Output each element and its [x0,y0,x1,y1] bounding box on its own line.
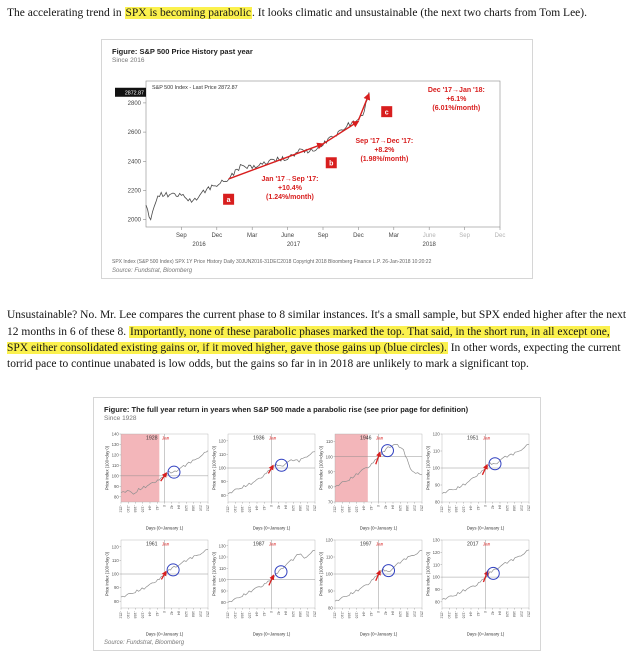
svg-text:252: 252 [205,610,210,617]
commentary-paragraph [7,307,627,372]
svg-text:252: 252 [312,610,317,617]
svg-text:80: 80 [328,605,333,611]
svg-text:100: 100 [325,453,333,459]
svg-text:June: June [422,233,436,240]
svg-text:80: 80 [114,494,119,500]
svg-text:-252: -252 [439,504,444,513]
svg-text:-168: -168 [240,504,245,513]
svg-text:90: 90 [328,469,333,475]
svg-text:110: 110 [111,557,119,563]
svg-text:126: 126 [183,504,188,511]
svg-text:80: 80 [114,598,119,604]
svg-text:210: 210 [305,610,310,617]
svg-text:2872.87: 2872.87 [124,90,144,97]
svg-text:110: 110 [325,438,333,444]
svg-text:Dec: Dec [494,233,506,240]
svg-text:90: 90 [114,584,119,590]
svg-text:126: 126 [183,610,188,617]
svg-text:42: 42 [276,504,281,509]
commentary-text-post: In other words, expecting the current torrid pace to continue unabated is low odds, but the gains so far in in 2018 are unlikely to mark a significant top. [7,341,621,371]
svg-text:100: 100 [325,571,333,577]
svg-text:126: 126 [397,504,402,511]
svg-text:252: 252 [526,610,531,617]
svg-text:-84: -84 [468,610,473,616]
svg-text:120: 120 [432,549,440,555]
svg-text:+8.2%: +8.2% [374,147,395,155]
svg-text:-84: -84 [147,504,152,510]
svg-text:90: 90 [114,483,119,489]
svg-text:252: 252 [419,504,424,511]
svg-text:Jan '17→Sep '17:: Jan '17→Sep '17: [261,176,319,184]
svg-text:0: 0 [269,610,274,613]
svg-text:(1.24%/month): (1.24%/month) [266,194,314,202]
figure2-title: Figure: The full year return in years when S&P 500 made a parabolic rise (see prior page for definition) [104,404,469,414]
svg-text:Jan: Jan [161,541,170,547]
svg-text:Jan: Jan [375,435,384,441]
svg-text:-210: -210 [125,610,130,619]
figure1-subtitle: Since 2016 [112,57,145,65]
svg-text:80: 80 [221,492,226,498]
svg-text:-168: -168 [347,610,352,619]
svg-text:120: 120 [325,537,333,543]
svg-text:2000: 2000 [127,218,141,225]
svg-text:-126: -126 [247,610,252,619]
figure2-subtitle: Since 1928 [104,414,137,422]
svg-text:210: 210 [198,504,203,511]
parabolic-panels-canvas [104,425,532,637]
highlighted-text: SPX is becoming parabolic [125,7,252,19]
svg-text:130: 130 [432,537,440,543]
svg-text:-210: -210 [446,504,451,513]
svg-text:120: 120 [111,452,119,458]
svg-text:168: 168 [298,504,303,511]
svg-text:2800: 2800 [127,101,141,108]
svg-text:-168: -168 [454,504,459,513]
svg-text:126: 126 [504,610,509,617]
svg-text:126: 126 [397,610,402,617]
figure1-title: Figure: S&P 500 Price History past year [112,47,253,57]
svg-text:-168: -168 [133,504,138,513]
svg-text:-168: -168 [347,504,352,513]
svg-text:84: 84 [176,504,181,509]
svg-text:1936: 1936 [252,435,265,442]
svg-text:-210: -210 [125,504,130,513]
svg-text:-84: -84 [361,504,366,510]
svg-text:Jan: Jan [375,541,384,547]
svg-text:100: 100 [218,576,226,582]
svg-text:168: 168 [405,504,410,511]
svg-text:210: 210 [519,610,524,617]
svg-text:0: 0 [376,610,381,613]
svg-text:90: 90 [221,478,226,484]
svg-text:42: 42 [276,610,281,615]
svg-text:Price index (100=day 0): Price index (100=day 0) [211,551,217,596]
svg-text:-42: -42 [368,504,373,510]
svg-text:0: 0 [483,504,488,507]
svg-text:-42: -42 [154,610,159,616]
svg-text:-84: -84 [147,610,152,616]
svg-text:Jan: Jan [268,435,277,441]
svg-text:-84: -84 [254,610,259,616]
figure2-source: Source: Fundstrat, Bloomberg [104,639,185,646]
svg-text:-126: -126 [140,504,145,513]
svg-text:Mar: Mar [388,233,399,240]
svg-text:80: 80 [435,599,440,605]
svg-text:Sep: Sep [459,233,470,240]
svg-text:-42: -42 [368,610,373,616]
svg-text:c: c [384,109,389,117]
highlighted-text: Importantly, none of these parabolic phases marked the top. That said, in the short run, in all except one, SPX either consolidated existing gains or, if it moved higher, gave those gains up (blue circles). [7,325,610,354]
svg-text:-126: -126 [247,504,252,513]
svg-text:100: 100 [432,574,440,580]
svg-text:252: 252 [419,610,424,617]
svg-text:b: b [329,160,334,168]
svg-text:2200: 2200 [127,188,141,195]
svg-text:-42: -42 [475,610,480,616]
svg-text:-168: -168 [133,610,138,619]
svg-text:84: 84 [283,610,288,615]
svg-text:168: 168 [191,610,196,617]
svg-text:110: 110 [111,462,119,468]
bloomberg-footer: SPX Index (S&P 500 Index) SPX 1Y Price History Daily 30JUN2016-31DEC2018 Copyright 2018 Bloomberg Finance L.P. 26-Jan-2018 10:20:22 [112,259,432,266]
svg-text:-84: -84 [254,504,259,510]
svg-text:Sep: Sep [176,233,187,240]
svg-text:-126: -126 [354,610,359,619]
svg-text:-168: -168 [240,610,245,619]
svg-text:80: 80 [328,484,333,490]
svg-text:-210: -210 [339,610,344,619]
svg-text:a: a [226,197,231,205]
svg-text:130: 130 [111,441,119,447]
svg-text:70: 70 [328,499,333,505]
svg-text:80: 80 [221,599,226,605]
svg-text:168: 168 [512,504,517,511]
svg-text:Jan: Jan [268,541,277,547]
intro-text-post: . It looks climatic and unsustainable (the next two charts from Tom Lee). [252,7,587,19]
svg-text:Dec '17→Jan '18:: Dec '17→Jan '18: [427,87,485,95]
svg-text:210: 210 [412,504,417,511]
svg-text:Price index (100=day 0): Price index (100=day 0) [425,445,431,490]
svg-text:-168: -168 [454,610,459,619]
svg-text:-210: -210 [446,610,451,619]
svg-text:-252: -252 [118,504,123,513]
svg-text:126: 126 [290,610,295,617]
svg-text:110: 110 [325,554,333,560]
svg-text:210: 210 [412,610,417,617]
svg-text:168: 168 [298,610,303,617]
svg-text:-252: -252 [225,504,230,513]
svg-text:0: 0 [483,610,488,613]
svg-text:90: 90 [435,586,440,592]
spx-price-chart-canvas [112,67,512,257]
svg-text:Days (0=January 1): Days (0=January 1) [466,525,505,531]
svg-text:-252: -252 [439,610,444,619]
svg-text:84: 84 [390,610,395,615]
svg-text:Dec: Dec [353,233,364,240]
svg-text:42: 42 [490,610,495,615]
svg-text:0: 0 [162,504,167,507]
svg-text:(1.98%/month): (1.98%/month) [360,156,409,164]
svg-text:80: 80 [435,499,440,505]
svg-text:120: 120 [218,554,226,560]
svg-text:Days (0=January 1): Days (0=January 1) [252,631,291,637]
parabolic-years-figure[interactable] [93,397,541,651]
svg-text:1928: 1928 [145,435,158,442]
svg-text:100: 100 [432,465,440,471]
svg-text:110: 110 [432,561,440,567]
svg-text:168: 168 [191,504,196,511]
svg-text:S&P 500 Index - Last Price 28: S&P 500 Index - Last Price 2872.87 [152,85,238,92]
svg-text:42: 42 [383,504,388,509]
svg-text:-210: -210 [232,504,237,513]
figure1-source: Source: Fundstrat, Bloomberg [112,268,193,275]
svg-text:2400: 2400 [127,159,141,166]
svg-text:1946: 1946 [359,435,372,442]
svg-text:Days (0=January 1): Days (0=January 1) [359,631,398,637]
svg-text:168: 168 [512,610,517,617]
commentary-text-pre: Unsustainable? No. Mr. Lee compares the current phase to 8 similar instances. It's a small sample, but SPX ended higher after the next 12 months in 6 of these 8. [7,309,627,338]
svg-text:140: 140 [111,431,119,437]
svg-text:252: 252 [312,504,317,511]
svg-text:210: 210 [305,504,310,511]
spx-price-history-figure[interactable] [101,39,533,279]
svg-text:Price index (100=day 0): Price index (100=day 0) [318,551,324,596]
svg-text:100: 100 [218,465,226,471]
svg-text:-42: -42 [154,504,159,510]
svg-text:90: 90 [328,588,333,594]
svg-text:-126: -126 [461,504,466,513]
svg-text:90: 90 [435,482,440,488]
svg-text:0: 0 [376,504,381,507]
svg-text:0: 0 [162,610,167,613]
svg-text:100: 100 [111,571,119,577]
svg-text:126: 126 [504,504,509,511]
svg-text:42: 42 [383,610,388,615]
svg-text:Jan: Jan [482,435,491,441]
svg-text:-252: -252 [332,504,337,513]
svg-text:(6.01%/month): (6.01%/month) [432,105,481,113]
svg-text:90: 90 [221,588,226,594]
svg-text:2018: 2018 [422,242,436,249]
svg-text:2017: 2017 [286,242,301,249]
svg-text:1961: 1961 [145,541,158,548]
svg-text:-252: -252 [118,610,123,619]
svg-text:110: 110 [432,448,440,454]
svg-text:+6.1%: +6.1% [446,96,467,104]
svg-text:210: 210 [519,504,524,511]
svg-text:-84: -84 [361,610,366,616]
svg-text:Days (0=January 1): Days (0=January 1) [359,525,398,531]
svg-text:+10.4%: +10.4% [277,185,302,193]
svg-text:-210: -210 [339,504,344,513]
svg-text:2600: 2600 [127,130,141,137]
svg-text:Price index (100=day 0): Price index (100=day 0) [425,551,431,596]
svg-text:84: 84 [176,610,181,615]
svg-text:Price index (100=day 0): Price index (100=day 0) [318,445,324,490]
svg-text:-126: -126 [354,504,359,513]
svg-text:100: 100 [111,473,119,479]
svg-text:Days (0=January 1): Days (0=January 1) [252,525,291,531]
svg-text:1987: 1987 [252,541,265,548]
svg-text:130: 130 [218,542,226,548]
svg-text:Days (0=January 1): Days (0=January 1) [145,525,184,531]
svg-text:-42: -42 [261,610,266,616]
svg-text:42: 42 [169,504,174,509]
svg-text:Jan: Jan [161,435,170,441]
svg-text:168: 168 [405,610,410,617]
svg-text:110: 110 [218,565,226,571]
svg-text:Price index (100=day 0): Price index (100=day 0) [211,445,217,490]
svg-text:June: June [281,233,295,240]
svg-text:84: 84 [497,504,502,509]
svg-text:2017: 2017 [466,541,479,548]
svg-text:Price index (100=day 0): Price index (100=day 0) [104,445,110,490]
svg-text:252: 252 [526,504,531,511]
svg-text:42: 42 [169,610,174,615]
svg-text:84: 84 [497,610,502,615]
svg-text:Days (0=January 1): Days (0=January 1) [145,631,184,637]
svg-text:Sep '17→Dec '17:: Sep '17→Dec '17: [355,138,414,146]
svg-text:84: 84 [390,504,395,509]
svg-text:Mar: Mar [247,233,258,240]
svg-text:-126: -126 [140,610,145,619]
intro-paragraph [7,5,627,21]
svg-text:1951: 1951 [466,435,479,442]
svg-text:Jan: Jan [482,541,491,547]
svg-text:126: 126 [290,504,295,511]
svg-text:0: 0 [269,504,274,507]
svg-text:-210: -210 [232,610,237,619]
svg-text:Dec: Dec [211,233,223,240]
svg-text:Sep: Sep [317,233,329,240]
svg-text:120: 120 [432,431,440,437]
svg-text:-126: -126 [461,610,466,619]
svg-text:210: 210 [198,610,203,617]
intro-text-pre: The accelerating trend in [7,7,125,19]
svg-text:-252: -252 [332,610,337,619]
svg-text:42: 42 [490,504,495,509]
svg-text:1997: 1997 [359,541,372,548]
svg-text:-252: -252 [225,610,230,619]
svg-text:-84: -84 [468,504,473,510]
svg-text:84: 84 [283,504,288,509]
svg-text:-42: -42 [261,504,266,510]
svg-text:252: 252 [205,504,210,511]
svg-text:Price index (100=day 0): Price index (100=day 0) [104,551,110,596]
svg-text:-42: -42 [475,504,480,510]
svg-text:120: 120 [111,544,119,550]
svg-text:2016: 2016 [192,242,206,249]
svg-text:120: 120 [218,438,226,444]
svg-text:Days (0=January 1): Days (0=January 1) [466,631,505,637]
svg-text:110: 110 [218,451,226,457]
